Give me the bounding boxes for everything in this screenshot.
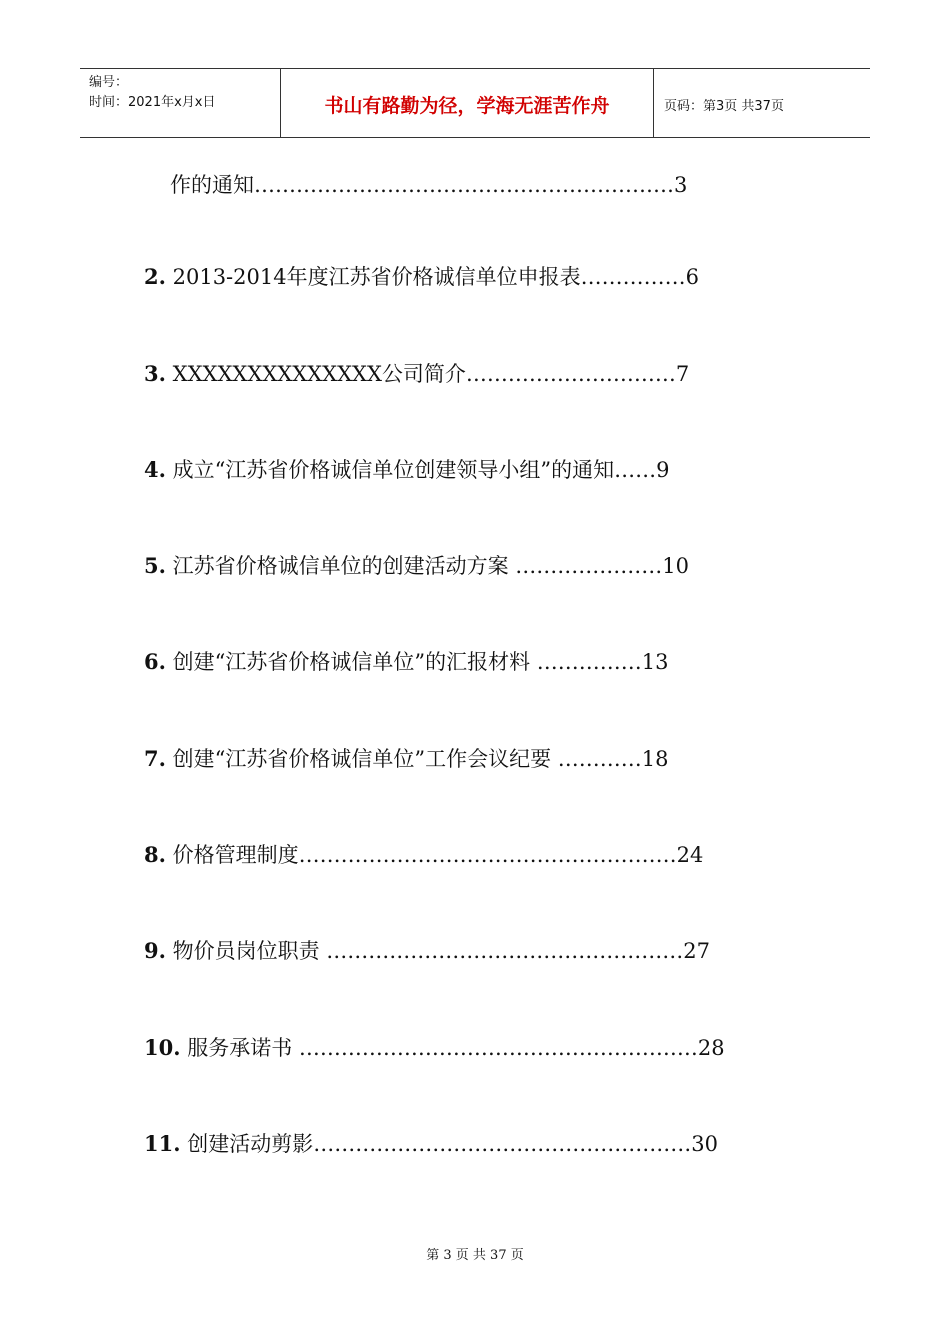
toc-entry bbox=[144, 1033, 725, 1063]
toc-entry bbox=[144, 744, 668, 774]
toc-entry bbox=[144, 359, 689, 389]
toc-entry-text: 江苏省价格诚信单位的创建活动方案 …………………10 bbox=[165, 554, 690, 578]
toc-entry-number: 11. bbox=[144, 1131, 181, 1156]
toc-entry-number: 5. bbox=[144, 553, 166, 578]
toc-entry-text: 成立“江苏省价格诚信单位创建领导小组”的通知……9 bbox=[165, 458, 670, 482]
footer-page-number: 第 3 页 共 37 页 bbox=[426, 1248, 524, 1263]
toc-entry bbox=[144, 840, 703, 870]
toc-entry-number: 7. bbox=[144, 746, 166, 771]
header-page-info: 页码：第3页 共37页 bbox=[664, 98, 784, 114]
toc-entry-number: 2. bbox=[144, 264, 166, 289]
header-motto-cell bbox=[281, 69, 654, 137]
doc-time-label: 时间：2021年x月x日 bbox=[89, 95, 216, 110]
toc-entry bbox=[144, 551, 689, 581]
toc-entry bbox=[144, 936, 710, 966]
toc-entry-text: 创建“江苏省价格诚信单位”工作会议纪要 …………18 bbox=[165, 747, 669, 771]
toc-entry-text: 服务承诺书 …………………………………………………28 bbox=[180, 1036, 725, 1060]
doc-code-label: 编号： bbox=[89, 75, 129, 90]
toc-entry bbox=[144, 1129, 718, 1159]
toc-entry bbox=[144, 262, 699, 292]
toc-entry-text: 2013-2014年度江苏省价格诚信单位申报表……………6 bbox=[165, 265, 699, 289]
toc-entry-number: 9. bbox=[144, 938, 166, 963]
toc-entry-text: 创建“江苏省价格诚信单位”的汇报材料 ……………13 bbox=[165, 650, 669, 674]
toc-entry-text: 作的通知……………………………………………………3 bbox=[170, 173, 688, 197]
toc-entry-text: 物价员岗位职责 ……………………………………………27 bbox=[165, 939, 711, 963]
toc-entry-number: 10. bbox=[144, 1035, 181, 1060]
header-page-cell bbox=[654, 69, 870, 137]
toc-entry bbox=[170, 170, 687, 200]
page-footer bbox=[0, 1244, 950, 1263]
toc-entry-text: 创建活动剪影………………………………………………30 bbox=[180, 1132, 718, 1156]
header-meta-cell bbox=[80, 69, 281, 137]
header-motto: 书山有路勤为径，学海无涯苦作舟 bbox=[324, 94, 610, 117]
toc-entry bbox=[144, 647, 668, 677]
toc-entry bbox=[144, 455, 669, 485]
toc-entry-text: XXXXXXXXXXXXXX公司简介…………………………7 bbox=[165, 362, 690, 386]
toc-entry-number: 8. bbox=[144, 842, 166, 867]
page-header bbox=[80, 68, 870, 138]
toc-entry-text: 价格管理制度………………………………………………24 bbox=[165, 843, 704, 867]
toc-entry-number: 4. bbox=[144, 457, 166, 482]
toc-entry-number: 6. bbox=[144, 649, 166, 674]
toc-entry-number: 3. bbox=[144, 361, 166, 386]
